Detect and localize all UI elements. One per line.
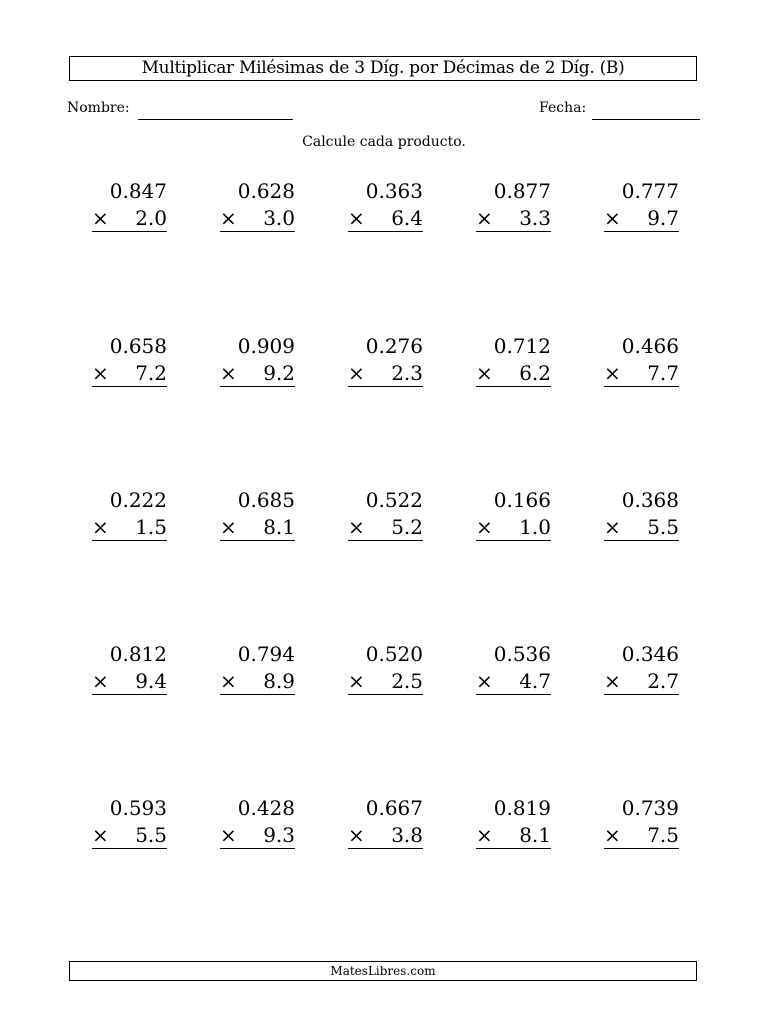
answer-rule (348, 231, 423, 232)
multiplicand: 0.466 (621, 334, 679, 358)
problem-2-5 (604, 335, 679, 395)
multiplier: 6.2 (519, 361, 551, 385)
instructions: Calcule cada producto. (302, 134, 466, 150)
times-sign: × (604, 515, 621, 539)
problem-2-3 (348, 335, 423, 395)
multiplicand: 0.777 (621, 179, 679, 203)
footer: MatesLibres.com (69, 961, 697, 981)
multiplicand: 0.346 (621, 642, 679, 666)
multiplier: 2.3 (391, 361, 423, 385)
multiplicand: 0.368 (621, 488, 679, 512)
answer-rule (348, 694, 423, 695)
multiplier: 2.7 (647, 669, 679, 693)
multiplier: 3.3 (519, 206, 551, 230)
problem-3-1 (92, 489, 167, 549)
multiplier: 9.7 (647, 206, 679, 230)
times-sign: × (348, 669, 365, 693)
times-sign: × (476, 515, 493, 539)
problem-2-1 (92, 335, 167, 395)
answer-rule (348, 540, 423, 541)
times-sign: × (604, 206, 621, 230)
multiplicand: 0.812 (109, 642, 167, 666)
times-sign: × (604, 823, 621, 847)
answer-rule (348, 848, 423, 849)
answer-rule (476, 231, 551, 232)
answer-rule (604, 848, 679, 849)
times-sign: × (476, 669, 493, 693)
problem-2-2 (220, 335, 295, 395)
answer-rule (92, 694, 167, 695)
multiplier: 5.5 (647, 515, 679, 539)
multiplier: 5.5 (135, 823, 167, 847)
answer-rule (476, 386, 551, 387)
multiplier: 3.8 (391, 823, 423, 847)
multiplier: 2.0 (135, 206, 167, 230)
multiplicand: 0.685 (237, 488, 295, 512)
multiplier: 8.1 (263, 515, 295, 539)
problem-4-3 (348, 643, 423, 703)
times-sign: × (348, 515, 365, 539)
name-label: Nombre: (67, 100, 130, 116)
date-field-line[interactable] (592, 119, 700, 120)
multiplicand: 0.847 (109, 179, 167, 203)
multiplier: 9.3 (263, 823, 295, 847)
times-sign: × (348, 206, 365, 230)
problem-5-1 (92, 797, 167, 857)
multiplier: 7.5 (647, 823, 679, 847)
times-sign: × (92, 823, 109, 847)
multiplicand: 0.222 (109, 488, 167, 512)
problem-4-4 (476, 643, 551, 703)
problem-3-4 (476, 489, 551, 549)
problem-2-4 (476, 335, 551, 395)
problem-3-2 (220, 489, 295, 549)
times-sign: × (604, 669, 621, 693)
times-sign: × (348, 823, 365, 847)
multiplier: 5.2 (391, 515, 423, 539)
multiplier: 8.9 (263, 669, 295, 693)
times-sign: × (92, 206, 109, 230)
multiplicand: 0.658 (109, 334, 167, 358)
multiplicand: 0.593 (109, 796, 167, 820)
times-sign: × (220, 361, 237, 385)
problem-1-2 (220, 180, 295, 240)
problem-4-1 (92, 643, 167, 703)
answer-rule (604, 231, 679, 232)
multiplier: 1.0 (519, 515, 551, 539)
times-sign: × (220, 515, 237, 539)
multiplicand: 0.520 (365, 642, 423, 666)
answer-rule (220, 540, 295, 541)
answer-rule (604, 386, 679, 387)
multiplier: 3.0 (263, 206, 295, 230)
multiplicand: 0.363 (365, 179, 423, 203)
problem-1-1 (92, 180, 167, 240)
answer-rule (604, 694, 679, 695)
answer-rule (92, 848, 167, 849)
multiplier: 4.7 (519, 669, 551, 693)
problem-1-4 (476, 180, 551, 240)
problem-3-5 (604, 489, 679, 549)
answer-rule (92, 540, 167, 541)
multiplicand: 0.276 (365, 334, 423, 358)
answer-rule (220, 386, 295, 387)
multiplier: 2.5 (391, 669, 423, 693)
answer-rule (220, 231, 295, 232)
multiplicand: 0.794 (237, 642, 295, 666)
times-sign: × (92, 669, 109, 693)
multiplicand: 0.819 (493, 796, 551, 820)
multiplicand: 0.536 (493, 642, 551, 666)
multiplicand: 0.166 (493, 488, 551, 512)
multiplier: 9.2 (263, 361, 295, 385)
times-sign: × (220, 669, 237, 693)
multiplier: 8.1 (519, 823, 551, 847)
multiplier: 1.5 (135, 515, 167, 539)
answer-rule (220, 848, 295, 849)
name-field-line[interactable] (138, 119, 293, 120)
answer-rule (348, 386, 423, 387)
answer-rule (220, 694, 295, 695)
answer-rule (92, 386, 167, 387)
multiplicand: 0.667 (365, 796, 423, 820)
multiplier: 7.2 (135, 361, 167, 385)
times-sign: × (92, 361, 109, 385)
problem-3-3 (348, 489, 423, 549)
times-sign: × (476, 823, 493, 847)
problem-5-3 (348, 797, 423, 857)
date-label: Fecha: (539, 100, 587, 116)
times-sign: × (220, 823, 237, 847)
multiplicand: 0.739 (621, 796, 679, 820)
answer-rule (476, 848, 551, 849)
problem-5-4 (476, 797, 551, 857)
multiplier: 7.7 (647, 361, 679, 385)
multiplicand: 0.428 (237, 796, 295, 820)
problem-4-5 (604, 643, 679, 703)
answer-rule (476, 694, 551, 695)
times-sign: × (220, 206, 237, 230)
multiplicand: 0.522 (365, 488, 423, 512)
answer-rule (92, 231, 167, 232)
answer-rule (604, 540, 679, 541)
times-sign: × (604, 361, 621, 385)
problem-5-2 (220, 797, 295, 857)
multiplicand: 0.877 (493, 179, 551, 203)
worksheet-title: Multiplicar Milésimas de 3 Díg. por Décimas de 2 Díg. (B) (69, 56, 697, 81)
multiplier: 9.4 (135, 669, 167, 693)
problem-1-5 (604, 180, 679, 240)
multiplicand: 0.712 (493, 334, 551, 358)
times-sign: × (348, 361, 365, 385)
times-sign: × (92, 515, 109, 539)
answer-rule (476, 540, 551, 541)
times-sign: × (476, 206, 493, 230)
multiplicand: 0.909 (237, 334, 295, 358)
times-sign: × (476, 361, 493, 385)
problem-1-3 (348, 180, 423, 240)
problem-4-2 (220, 643, 295, 703)
multiplicand: 0.628 (237, 179, 295, 203)
problem-5-5 (604, 797, 679, 857)
multiplier: 6.4 (391, 206, 423, 230)
